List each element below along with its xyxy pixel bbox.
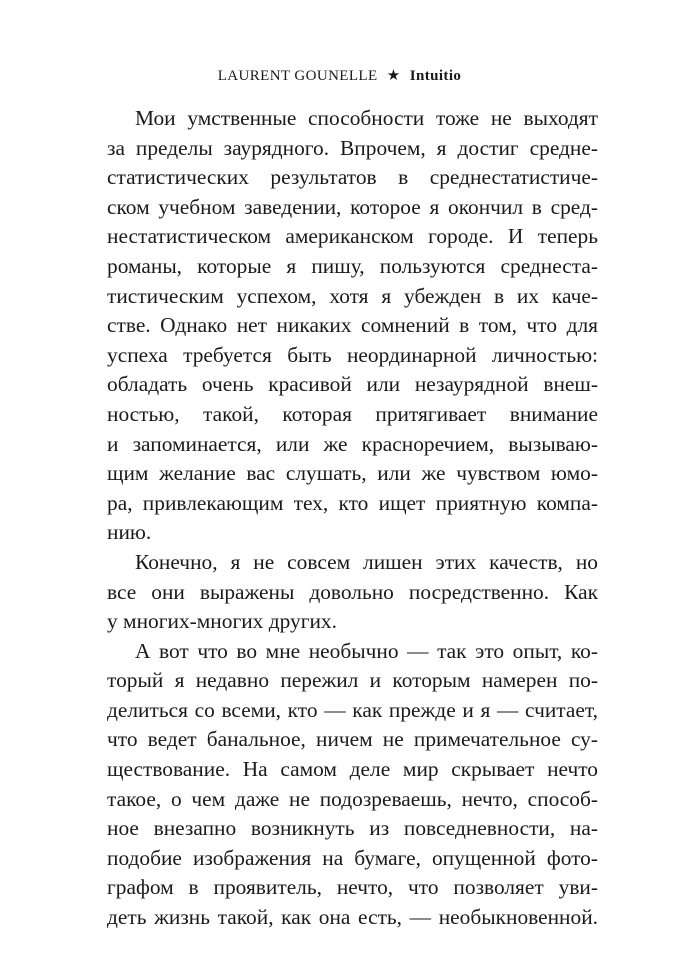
text-line: ное внезапно возникнуть из повседневности, на- (107, 816, 598, 841)
text-line: ра, привлекающим тех, кто ищет приятную компа- (107, 490, 598, 515)
text-line: Мои умственные способности тоже не выходят (135, 106, 598, 130)
paragraph-2 (107, 548, 598, 637)
text-line: ностью, такой, которая притягивает внимание (107, 401, 598, 426)
paragraph-3 (107, 637, 598, 933)
text-line: стве. Однако нет никаких сомнений в том, что для (107, 313, 598, 338)
star-icon: ★ (386, 68, 401, 84)
text-line: статистических результатов в среднестатистиче- (107, 165, 598, 190)
header-author: LAURENT GOUNELLE (217, 68, 378, 84)
text-line: графом в проявитель, нечто, что позволяет уви- (107, 875, 598, 900)
running-head (0, 66, 679, 85)
text-line: успеха требуется быть неординарной личностью: (107, 342, 598, 367)
text-line: обладать очень красивой или незаурядной внеш- (107, 372, 598, 397)
text-line: такое, о чем даже не подозреваешь, нечто, способ- (107, 786, 598, 811)
text-line: ществование. На самом деле мир скрывает нечто (107, 757, 598, 782)
text-line: Конечно, я не совсем лишен этих качеств, но (135, 549, 598, 574)
text-line: подобие изображения на бумаге, опущенной фото- (107, 845, 598, 870)
body-text (107, 104, 598, 933)
text-line: все они выражены довольно посредственно. Как (107, 579, 598, 604)
text-line: романы, которые я пишу, пользуются среднеста- (107, 253, 598, 278)
text-line: за пределы заурядного. Впрочем, я достиг средне- (107, 135, 598, 160)
text-line: и запоминается, или же красноречием, вызываю- (107, 431, 598, 456)
text-line: торый я недавно пережил и которым намерен по- (107, 668, 598, 693)
paragraph-1 (107, 104, 598, 548)
text-line: деть жизнь такой, как она есть, — необыкновенной. (107, 905, 598, 930)
header-book-title: Intuitio (409, 68, 462, 84)
text-line: у многих-многих других. (107, 609, 337, 634)
text-line: делиться со всеми, кто — как прежде и я — считает, (107, 697, 598, 722)
text-line: нестатистическом американском городе. И теперь (107, 224, 598, 249)
text-line: щим желание вас слушать, или же чувством юмо- (107, 461, 598, 486)
text-line: А вот что во мне необычно — так это опыт, ко- (135, 638, 598, 663)
text-line: нию. (107, 520, 152, 545)
text-line: ском учебном заведении, которое я окончил в сред- (107, 194, 598, 219)
text-line: тистическим успехом, хотя я убежден в их каче- (107, 283, 598, 308)
text-line: что ведет банальное, ничем не примечательное су- (107, 727, 598, 752)
